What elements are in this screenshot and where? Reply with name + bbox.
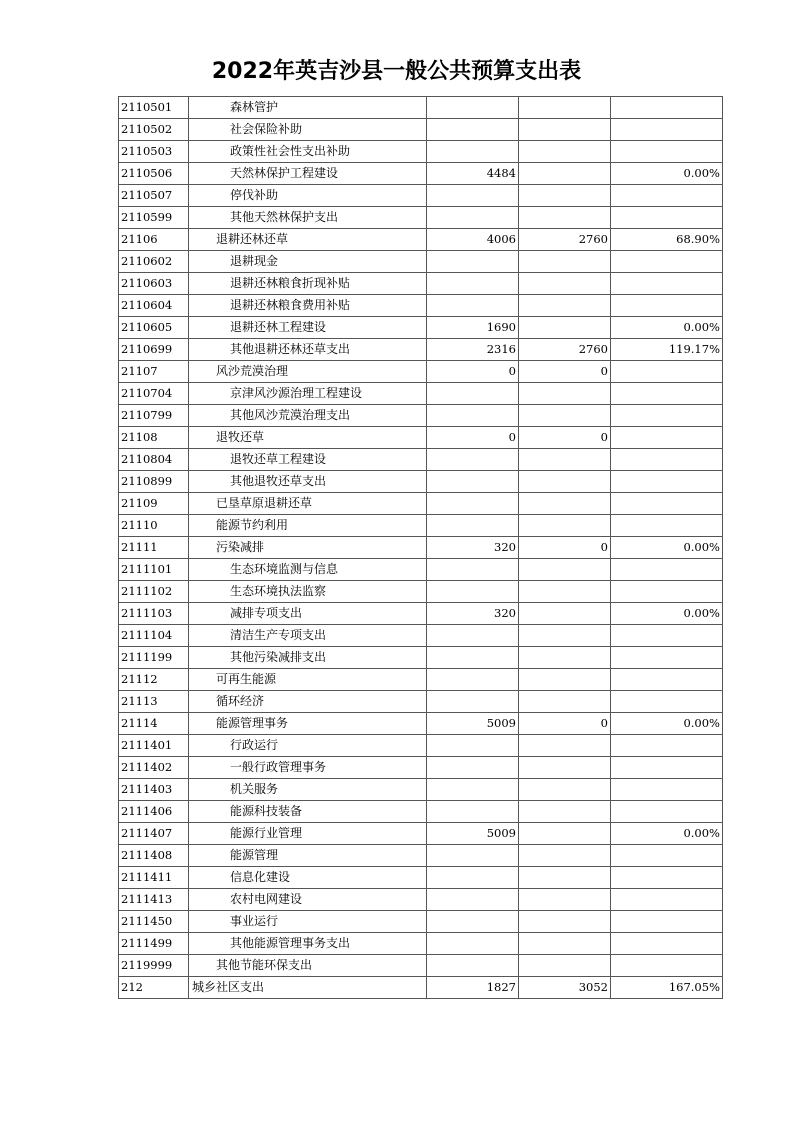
table-row [119, 669, 723, 691]
table-row [119, 823, 723, 845]
percent-cell [611, 955, 723, 977]
table-row [119, 889, 723, 911]
item-name-cell: 能源管理 [189, 845, 427, 867]
table-row [119, 427, 723, 449]
budget-value-cell [427, 295, 519, 317]
code-cell: 21108 [119, 427, 189, 449]
code-cell: 2110599 [119, 207, 189, 229]
budget-value-cell [427, 141, 519, 163]
code-cell: 2111407 [119, 823, 189, 845]
item-name-cell: 退耕还林还草 [189, 229, 427, 251]
actual-value-cell [519, 317, 611, 339]
table-row [119, 185, 723, 207]
actual-value-cell [519, 471, 611, 493]
budget-value-cell [427, 185, 519, 207]
budget-value-cell [427, 515, 519, 537]
actual-value-cell: 0 [519, 361, 611, 383]
table-row [119, 581, 723, 603]
actual-value-cell [519, 867, 611, 889]
budget-value-cell [427, 801, 519, 823]
item-name-cell: 能源科技装备 [189, 801, 427, 823]
item-name-cell: 减排专项支出 [189, 603, 427, 625]
item-name-cell: 退牧还草 [189, 427, 427, 449]
percent-cell [611, 405, 723, 427]
item-name-cell: 退耕还林工程建设 [189, 317, 427, 339]
item-name-cell: 已垦草原退耕还草 [189, 493, 427, 515]
code-cell: 2111402 [119, 757, 189, 779]
actual-value-cell [519, 493, 611, 515]
item-name-cell: 能源节约利用 [189, 515, 427, 537]
code-cell: 2110502 [119, 119, 189, 141]
code-cell: 2110501 [119, 97, 189, 119]
table-row [119, 515, 723, 537]
budget-value-cell [427, 779, 519, 801]
code-cell: 2111199 [119, 647, 189, 669]
budget-value-cell [427, 383, 519, 405]
actual-value-cell [519, 163, 611, 185]
budget-value-cell [427, 273, 519, 295]
percent-cell [611, 361, 723, 383]
actual-value-cell: 2760 [519, 339, 611, 361]
table-row [119, 801, 723, 823]
actual-value-cell [519, 669, 611, 691]
percent-cell [611, 669, 723, 691]
actual-value-cell [519, 647, 611, 669]
percent-cell: 167.05% [611, 977, 723, 999]
item-name-cell: 能源管理事务 [189, 713, 427, 735]
code-cell: 21114 [119, 713, 189, 735]
code-cell: 2111450 [119, 911, 189, 933]
code-cell: 2111411 [119, 867, 189, 889]
budget-value-cell [427, 845, 519, 867]
actual-value-cell [519, 933, 611, 955]
percent-cell [611, 911, 723, 933]
actual-value-cell [519, 581, 611, 603]
budget-value-cell [427, 97, 519, 119]
budget-value-cell [427, 757, 519, 779]
code-cell: 2111413 [119, 889, 189, 911]
table-row [119, 779, 723, 801]
table-row [119, 405, 723, 427]
table-row [119, 339, 723, 361]
code-cell: 2111104 [119, 625, 189, 647]
budget-value-cell [427, 669, 519, 691]
budget-value-cell [427, 735, 519, 757]
item-name-cell: 退耕还林粮食折现补贴 [189, 273, 427, 295]
item-name-cell: 信息化建设 [189, 867, 427, 889]
table-row [119, 471, 723, 493]
page-title: 2022年英吉沙县一般公共预算支出表 [211, 59, 582, 84]
table-row [119, 735, 723, 757]
item-name-cell: 农村电网建设 [189, 889, 427, 911]
code-cell: 2111401 [119, 735, 189, 757]
item-name-cell: 其他退耕还林还草支出 [189, 339, 427, 361]
percent-cell: 68.90% [611, 229, 723, 251]
item-name-cell: 退耕还林粮食费用补贴 [189, 295, 427, 317]
budget-table [118, 96, 723, 999]
item-name-cell: 事业运行 [189, 911, 427, 933]
percent-cell [611, 515, 723, 537]
percent-cell [611, 97, 723, 119]
item-name-cell: 能源行业管理 [189, 823, 427, 845]
budget-value-cell [427, 933, 519, 955]
actual-value-cell [519, 449, 611, 471]
table-row [119, 163, 723, 185]
budget-value-cell [427, 647, 519, 669]
item-name-cell: 生态环境执法监察 [189, 581, 427, 603]
actual-value-cell: 0 [519, 537, 611, 559]
code-cell: 2110507 [119, 185, 189, 207]
budget-value-cell [427, 911, 519, 933]
percent-cell [611, 383, 723, 405]
item-name-cell: 生态环境监测与信息 [189, 559, 427, 581]
code-cell: 2110799 [119, 405, 189, 427]
budget-value-cell: 4006 [427, 229, 519, 251]
percent-cell [611, 801, 723, 823]
code-cell: 2110804 [119, 449, 189, 471]
table-row [119, 295, 723, 317]
item-name-cell: 其他能源管理事务支出 [189, 933, 427, 955]
item-name-cell: 风沙荒漠治理 [189, 361, 427, 383]
actual-value-cell [519, 823, 611, 845]
budget-value-cell [427, 449, 519, 471]
actual-value-cell [519, 889, 611, 911]
budget-value-cell [427, 559, 519, 581]
code-cell: 21106 [119, 229, 189, 251]
item-name-cell: 天然林保护工程建设 [189, 163, 427, 185]
table-row [119, 559, 723, 581]
code-cell: 212 [119, 977, 189, 999]
code-cell: 21111 [119, 537, 189, 559]
actual-value-cell [519, 185, 611, 207]
code-cell: 2111403 [119, 779, 189, 801]
actual-value-cell [519, 603, 611, 625]
table-row [119, 119, 723, 141]
table-row [119, 625, 723, 647]
budget-value-cell: 5009 [427, 823, 519, 845]
code-cell: 2110506 [119, 163, 189, 185]
actual-value-cell [519, 207, 611, 229]
actual-value-cell [519, 845, 611, 867]
item-name-cell: 京津风沙源治理工程建设 [189, 383, 427, 405]
percent-cell [611, 867, 723, 889]
budget-value-cell [427, 207, 519, 229]
item-name-cell: 机关服务 [189, 779, 427, 801]
percent-cell [611, 449, 723, 471]
percent-cell [611, 933, 723, 955]
percent-cell [611, 647, 723, 669]
code-cell: 2110603 [119, 273, 189, 295]
code-cell: 2111406 [119, 801, 189, 823]
item-name-cell: 其他污染减排支出 [189, 647, 427, 669]
item-name-cell: 其他风沙荒漠治理支出 [189, 405, 427, 427]
percent-cell [611, 625, 723, 647]
percent-cell: 0.00% [611, 537, 723, 559]
actual-value-cell [519, 251, 611, 273]
percent-cell [611, 185, 723, 207]
budget-value-cell [427, 955, 519, 977]
actual-value-cell [519, 801, 611, 823]
percent-cell: 119.17% [611, 339, 723, 361]
item-name-cell: 社会保险补助 [189, 119, 427, 141]
item-name-cell: 退牧还草工程建设 [189, 449, 427, 471]
percent-cell: 0.00% [611, 713, 723, 735]
percent-cell [611, 559, 723, 581]
percent-cell [611, 251, 723, 273]
table-row [119, 97, 723, 119]
table-row [119, 449, 723, 471]
budget-value-cell: 1690 [427, 317, 519, 339]
item-name-cell: 政策性社会性支出补助 [189, 141, 427, 163]
percent-cell [611, 845, 723, 867]
budget-value-cell: 2316 [427, 339, 519, 361]
percent-cell [611, 273, 723, 295]
percent-cell [611, 207, 723, 229]
table-row [119, 251, 723, 273]
budget-value-cell [427, 581, 519, 603]
actual-value-cell [519, 295, 611, 317]
table-row [119, 603, 723, 625]
percent-cell: 0.00% [611, 163, 723, 185]
actual-value-cell [519, 405, 611, 427]
code-cell: 2110503 [119, 141, 189, 163]
item-name-cell: 一般行政管理事务 [189, 757, 427, 779]
actual-value-cell [519, 141, 611, 163]
item-name-cell: 其他天然林保护支出 [189, 207, 427, 229]
actual-value-cell [519, 119, 611, 141]
code-cell: 2110699 [119, 339, 189, 361]
item-name-cell: 其他退牧还草支出 [189, 471, 427, 493]
budget-value-cell [427, 691, 519, 713]
code-cell: 2110604 [119, 295, 189, 317]
code-cell: 21107 [119, 361, 189, 383]
table-row [119, 713, 723, 735]
code-cell: 2110899 [119, 471, 189, 493]
budget-value-cell [427, 405, 519, 427]
code-cell: 2110602 [119, 251, 189, 273]
item-name-cell: 行政运行 [189, 735, 427, 757]
actual-value-cell: 3052 [519, 977, 611, 999]
table-row [119, 647, 723, 669]
budget-value-cell: 0 [427, 427, 519, 449]
actual-value-cell [519, 779, 611, 801]
code-cell: 2119999 [119, 955, 189, 977]
code-cell: 21110 [119, 515, 189, 537]
budget-value-cell: 4484 [427, 163, 519, 185]
actual-value-cell [519, 735, 611, 757]
table-row [119, 317, 723, 339]
percent-cell [611, 779, 723, 801]
table-row [119, 383, 723, 405]
budget-value-cell [427, 625, 519, 647]
item-name-cell: 森林管护 [189, 97, 427, 119]
item-name-cell: 退耕现金 [189, 251, 427, 273]
table-row [119, 361, 723, 383]
percent-cell: 0.00% [611, 823, 723, 845]
table-row [119, 229, 723, 251]
item-name-cell: 可再生能源 [189, 669, 427, 691]
actual-value-cell [519, 515, 611, 537]
item-name-cell: 停伐补助 [189, 185, 427, 207]
budget-value-cell: 1827 [427, 977, 519, 999]
code-cell: 2111102 [119, 581, 189, 603]
actual-value-cell [519, 625, 611, 647]
percent-cell [611, 427, 723, 449]
percent-cell [611, 581, 723, 603]
percent-cell [611, 757, 723, 779]
budget-table-body [119, 97, 723, 999]
code-cell: 21113 [119, 691, 189, 713]
code-cell: 21109 [119, 493, 189, 515]
table-row [119, 537, 723, 559]
actual-value-cell: 2760 [519, 229, 611, 251]
code-cell: 2111101 [119, 559, 189, 581]
item-name-cell: 清洁生产专项支出 [189, 625, 427, 647]
budget-value-cell [427, 119, 519, 141]
percent-cell [611, 691, 723, 713]
budget-value-cell [427, 471, 519, 493]
actual-value-cell: 0 [519, 427, 611, 449]
table-row [119, 141, 723, 163]
budget-value-cell: 0 [427, 361, 519, 383]
code-cell: 2111408 [119, 845, 189, 867]
budget-value-cell: 320 [427, 603, 519, 625]
table-row [119, 207, 723, 229]
table-row [119, 493, 723, 515]
percent-cell [611, 735, 723, 757]
item-name-cell: 城乡社区支出 [189, 977, 427, 999]
actual-value-cell: 0 [519, 713, 611, 735]
budget-value-cell [427, 251, 519, 273]
actual-value-cell [519, 911, 611, 933]
table-row [119, 867, 723, 889]
percent-cell [611, 295, 723, 317]
actual-value-cell [519, 559, 611, 581]
table-row [119, 691, 723, 713]
percent-cell: 0.00% [611, 603, 723, 625]
actual-value-cell [519, 757, 611, 779]
table-row [119, 955, 723, 977]
code-cell: 2111103 [119, 603, 189, 625]
actual-value-cell [519, 383, 611, 405]
actual-value-cell [519, 273, 611, 295]
table-row [119, 757, 723, 779]
item-name-cell: 其他节能环保支出 [189, 955, 427, 977]
item-name-cell: 循环经济 [189, 691, 427, 713]
budget-value-cell [427, 889, 519, 911]
code-cell: 2110704 [119, 383, 189, 405]
actual-value-cell [519, 691, 611, 713]
actual-value-cell [519, 955, 611, 977]
code-cell: 21112 [119, 669, 189, 691]
percent-cell [611, 493, 723, 515]
table-row [119, 911, 723, 933]
item-name-cell: 污染减排 [189, 537, 427, 559]
percent-cell [611, 471, 723, 493]
budget-value-cell: 320 [427, 537, 519, 559]
code-cell: 2110605 [119, 317, 189, 339]
table-row [119, 845, 723, 867]
budget-value-cell [427, 493, 519, 515]
budget-value-cell [427, 867, 519, 889]
budget-value-cell: 5009 [427, 713, 519, 735]
actual-value-cell [519, 97, 611, 119]
percent-cell [611, 889, 723, 911]
percent-cell [611, 119, 723, 141]
table-row [119, 933, 723, 955]
table-row [119, 977, 723, 999]
percent-cell: 0.00% [611, 317, 723, 339]
code-cell: 2111499 [119, 933, 189, 955]
table-row [119, 273, 723, 295]
percent-cell [611, 141, 723, 163]
